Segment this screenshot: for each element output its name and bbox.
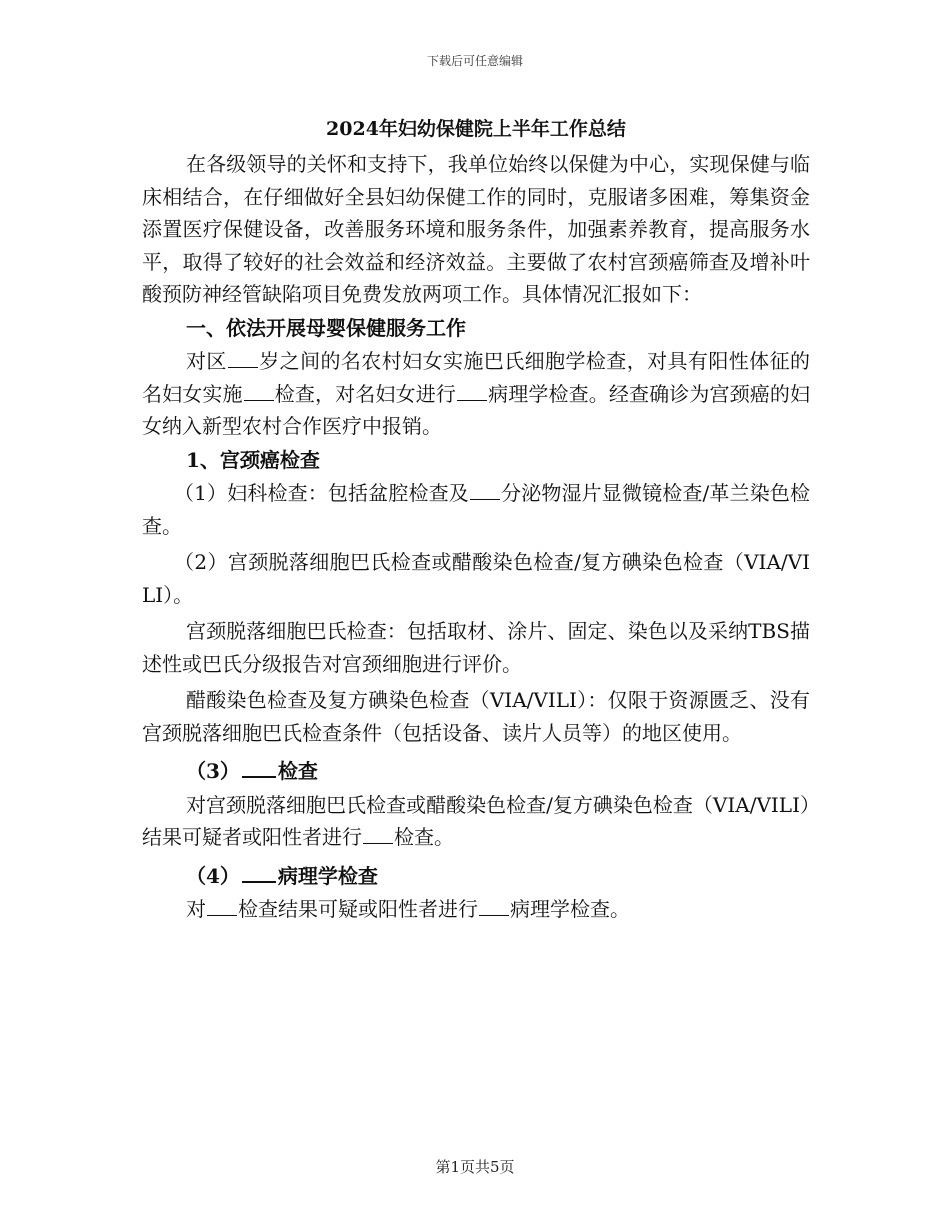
section1-heading: 一、依法开展母婴保健服务工作 <box>186 315 466 340</box>
item2-paragraph: （2）宫颈脱落细胞巴氏检查或醋酸染色检查/复方碘染色检查（VIA/VILI）。 <box>142 550 810 607</box>
fill-blank <box>479 897 509 916</box>
intro-paragraph: 在各级领导的关怀和支持下，我单位始终以保健为中心，实现保健与临床相结合，在仔细做好全县妇幼保健工作的同时，克服诸多困难，筹集资金添置医疗保健设备，改善服务环境和服务条件，加强素养教育，提高服务水平，取得了较好的社会效益和经济效益。主要做了农村宫颈癌筛查及增补叶酸预防神经管缺陷项目免费发放两项工作。具体情况汇报如下： <box>142 152 810 306</box>
text-segment: 病理学检查。经查确诊为宫颈癌的妇女纳入新型农村合作医疗中报销。 <box>142 381 811 438</box>
page-header: 下载后可任意编辑 <box>426 54 523 68</box>
pap-description: 宫颈脱落细胞巴氏检查：包括取材、涂片、固定、染色以及采纳TBS描述性或巴氏分级报告对宫颈细胞进行评价。 <box>142 619 810 676</box>
item3-heading <box>142 755 810 788</box>
document-title: 2024年妇幼保健院上半年工作总结 <box>326 118 626 140</box>
document-body <box>142 112 810 926</box>
text-segment: 检查，对名妇女进行 <box>274 381 456 406</box>
text-segment: 对 <box>186 897 206 921</box>
text-segment: 病理学检查。 <box>510 897 630 921</box>
fill-blank <box>207 897 237 916</box>
fill-blank <box>470 481 500 500</box>
item4-paragraph <box>142 893 810 926</box>
subsection1-heading: 1、宫颈癌检查 <box>186 447 320 472</box>
page-footer: 第1页共5页 <box>435 1158 515 1176</box>
text-segment: 岁之间的名农村妇女实施巴氏细胞学检查，对具有阳性体征的名妇女实施 <box>142 349 811 406</box>
text-segment: （1）妇科检查：包括盆腔检查及 <box>174 481 469 505</box>
item1-paragraph <box>142 477 810 542</box>
text-segment: 分泌物湿片显微镜检查/革兰染色检查。 <box>142 481 810 538</box>
text-segment: 检查。 <box>394 825 454 849</box>
fill-blank <box>242 863 276 883</box>
fill-blank <box>457 382 487 401</box>
fill-blank <box>244 382 274 401</box>
heading-text: 检查 <box>277 759 318 783</box>
item4-heading <box>142 860 810 893</box>
item3-paragraph <box>142 789 810 854</box>
text-segment: 对区 <box>186 349 227 373</box>
text-segment: 检查结果可疑或阳性者进行 <box>238 897 478 921</box>
via-description: 醋酸染色检查及复方碘染色检查（VIA/VILI）：仅限于资源匮乏、没有宫颈脱落细胞巴氏检查条件（包括设备、读片人员等）的地区使用。 <box>142 688 810 745</box>
heading-number: （4） <box>186 863 240 888</box>
fill-blank <box>228 349 258 368</box>
fill-blank <box>242 758 276 778</box>
heading-number: （3） <box>186 759 240 783</box>
heading-text: 病理学检查 <box>277 863 378 888</box>
text-segment: 对宫颈脱落细胞巴氏检查或醋酸染色检查/复方碘染色检查（VIA/VILI）结果可疑者或阳性者进行 <box>142 792 810 849</box>
section1-paragraph <box>142 345 810 443</box>
fill-blank <box>363 825 393 844</box>
